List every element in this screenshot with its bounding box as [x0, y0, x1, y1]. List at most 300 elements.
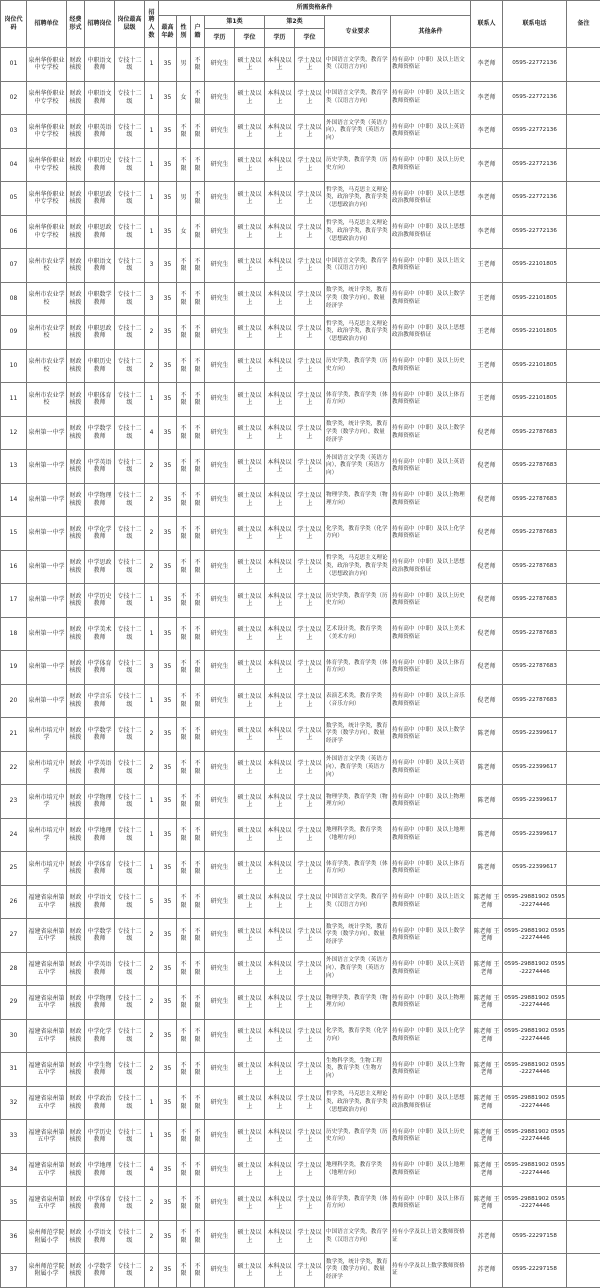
- cell-unit: 泉州第一中学: [27, 550, 67, 584]
- cell-phone: 0595-22399617: [503, 818, 567, 852]
- cell-cat1-degree: 硕士及以上: [235, 416, 265, 450]
- cell-other: 持有高中（中职）及以上化学教师资格证: [391, 1019, 471, 1053]
- cell-phone: 0595-22772136: [503, 81, 567, 115]
- cell-code: 18: [1, 617, 27, 651]
- cell-cat1-edu: 研究生: [205, 115, 235, 149]
- cell-major: 中国语言文学类，教育学类（汉语言方向）: [325, 81, 391, 115]
- cell-level: 专技十二级: [115, 1120, 145, 1154]
- cell-remark: [567, 952, 600, 986]
- cell-cat1-degree: 硕士及以上: [235, 952, 265, 986]
- cell-funding: 财政核拨: [67, 148, 85, 182]
- cell-funding: 财政核拨: [67, 316, 85, 350]
- cell-count: 1: [145, 48, 159, 82]
- cell-cat1-edu: 研究生: [205, 483, 235, 517]
- cell-count: 1: [145, 1120, 159, 1154]
- table-row: [1, 550, 600, 584]
- cell-contact: 李老师: [471, 215, 503, 249]
- cell-hukou: 不限: [191, 1187, 205, 1221]
- header-cat1-edu: 学历: [205, 29, 235, 48]
- header-hukou: 户籍: [191, 16, 205, 48]
- cell-age: 35: [159, 182, 177, 216]
- cell-funding: 财政核拨: [67, 383, 85, 417]
- cell-major: 数学类，统计学类，教育学类（数学方向），数量经济学: [325, 1254, 391, 1288]
- cell-age: 35: [159, 584, 177, 618]
- cell-hukou: 不限: [191, 349, 205, 383]
- cell-count: 2: [145, 952, 159, 986]
- cell-cat2-edu: 本科及以上: [265, 818, 295, 852]
- header-phone: 联系电话: [503, 1, 567, 48]
- table-row: [1, 115, 600, 149]
- cell-cat2-degree: 学士及以上: [295, 249, 325, 283]
- cell-funding: 财政核拨: [67, 1254, 85, 1288]
- cell-remark: [567, 718, 600, 752]
- cell-gender: 不限: [177, 1053, 191, 1087]
- cell-level: 专技十二级: [115, 349, 145, 383]
- cell-phone: 0595-22772136: [503, 48, 567, 82]
- cell-funding: 财政核拨: [67, 1053, 85, 1087]
- cell-funding: 财政核拨: [67, 885, 85, 919]
- cell-funding: 财政核拨: [67, 1187, 85, 1221]
- cell-hukou: 不限: [191, 483, 205, 517]
- table-row: [1, 718, 600, 752]
- cell-cat2-edu: 本科及以上: [265, 349, 295, 383]
- cell-contact: 陈老师 王老师: [471, 1120, 503, 1154]
- cell-cat2-edu: 本科及以上: [265, 952, 295, 986]
- header-funding: 经费形式: [67, 1, 85, 48]
- cell-hukou: 不限: [191, 148, 205, 182]
- cell-major: 历史学类，教育学类（历史方向）: [325, 148, 391, 182]
- cell-other: 持有高中（中职）及以上历史教师资格证: [391, 584, 471, 618]
- cell-age: 35: [159, 617, 177, 651]
- cell-remark: [567, 1153, 600, 1187]
- cell-gender: 不限: [177, 584, 191, 618]
- cell-cat1-degree: 硕士及以上: [235, 316, 265, 350]
- cell-remark: [567, 215, 600, 249]
- cell-code: 09: [1, 316, 27, 350]
- cell-count: 1: [145, 148, 159, 182]
- header-contact: 联系人: [471, 1, 503, 48]
- cell-major: 数学类，统计学类，教育学类（数学方向），数量经济学: [325, 919, 391, 953]
- cell-other: 持有高中（中职）及以上数学教师资格证: [391, 282, 471, 316]
- table-row: [1, 584, 600, 618]
- cell-contact: 陈老师 王老师: [471, 986, 503, 1020]
- cell-cat2-edu: 本科及以上: [265, 383, 295, 417]
- cell-cat1-degree: 硕士及以上: [235, 1120, 265, 1154]
- cell-other: 持有高中（中职）及以上数学教师资格证: [391, 416, 471, 450]
- cell-hukou: 不限: [191, 450, 205, 484]
- cell-major: 哲学类，马克思主义理论类，政治学类，教育学类（思想政治方向）: [325, 215, 391, 249]
- cell-position: 中学生物教师: [85, 1053, 115, 1087]
- cell-count: 1: [145, 617, 159, 651]
- cell-count: 1: [145, 383, 159, 417]
- cell-contact: 倪老师: [471, 550, 503, 584]
- cell-cat1-edu: 研究生: [205, 182, 235, 216]
- cell-level: 专技十二级: [115, 316, 145, 350]
- cell-cat2-degree: 学士及以上: [295, 1086, 325, 1120]
- cell-cat2-edu: 本科及以上: [265, 1187, 295, 1221]
- cell-count: 1: [145, 852, 159, 886]
- cell-remark: [567, 885, 600, 919]
- table-row: [1, 751, 600, 785]
- cell-phone: 0595-22101805: [503, 282, 567, 316]
- cell-count: 2: [145, 1254, 159, 1288]
- table-row: [1, 48, 600, 82]
- cell-major: 历史学类，教育学类（历史方向）: [325, 584, 391, 618]
- cell-position: 中职历史教师: [85, 349, 115, 383]
- cell-unit: 福建省泉州第五中学: [27, 1086, 67, 1120]
- cell-code: 33: [1, 1120, 27, 1154]
- cell-count: 2: [145, 483, 159, 517]
- cell-level: 专技十二级: [115, 517, 145, 551]
- cell-position: 中学音乐教师: [85, 684, 115, 718]
- cell-phone: 0595-22399617: [503, 718, 567, 752]
- cell-contact: 陈老师: [471, 818, 503, 852]
- cell-cat1-degree: 硕士及以上: [235, 282, 265, 316]
- cell-code: 03: [1, 115, 27, 149]
- cell-position: 中学地理教师: [85, 818, 115, 852]
- cell-count: 2: [145, 1220, 159, 1254]
- cell-cat1-degree: 硕士及以上: [235, 1187, 265, 1221]
- cell-contact: 李老师: [471, 182, 503, 216]
- cell-position: 中职思政教师: [85, 316, 115, 350]
- cell-unit: 泉州华侨职业中专学校: [27, 148, 67, 182]
- cell-cat2-degree: 学士及以上: [295, 550, 325, 584]
- cell-count: 2: [145, 517, 159, 551]
- cell-cat2-degree: 学士及以上: [295, 517, 325, 551]
- cell-unit: 泉州第一中学: [27, 651, 67, 685]
- cell-major: 中国语言文学类，教育学类（汉语言方向）: [325, 885, 391, 919]
- cell-major: 体育学类，教育学类（体育方向）: [325, 651, 391, 685]
- cell-age: 35: [159, 215, 177, 249]
- cell-cat1-edu: 研究生: [205, 249, 235, 283]
- cell-funding: 财政核拨: [67, 952, 85, 986]
- cell-remark: [567, 919, 600, 953]
- table-row: [1, 517, 600, 551]
- cell-phone: 0595-22787683: [503, 450, 567, 484]
- cell-gender: 不限: [177, 1254, 191, 1288]
- cell-position: 中职语文教师: [85, 81, 115, 115]
- cell-funding: 财政核拨: [67, 282, 85, 316]
- cell-code: 02: [1, 81, 27, 115]
- cell-code: 31: [1, 1053, 27, 1087]
- cell-gender: 不限: [177, 550, 191, 584]
- cell-unit: 福建省泉州第五中学: [27, 1120, 67, 1154]
- cell-hukou: 不限: [191, 1019, 205, 1053]
- cell-cat1-edu: 研究生: [205, 48, 235, 82]
- cell-count: 2: [145, 751, 159, 785]
- cell-cat1-edu: 研究生: [205, 1019, 235, 1053]
- cell-major: 物理学类，教育学类（物理方向）: [325, 785, 391, 819]
- cell-level: 专技十二级: [115, 215, 145, 249]
- cell-remark: [567, 1053, 600, 1087]
- cell-cat2-edu: 本科及以上: [265, 1220, 295, 1254]
- cell-funding: 财政核拨: [67, 584, 85, 618]
- cell-gender: 不限: [177, 282, 191, 316]
- cell-code: 23: [1, 785, 27, 819]
- cell-cat2-edu: 本科及以上: [265, 751, 295, 785]
- cell-cat1-degree: 硕士及以上: [235, 215, 265, 249]
- cell-gender: 男: [177, 182, 191, 216]
- cell-contact: 陈老师: [471, 718, 503, 752]
- table-row: [1, 852, 600, 886]
- cell-level: 专技十二级: [115, 584, 145, 618]
- cell-phone: 0595-22399617: [503, 785, 567, 819]
- cell-cat1-edu: 研究生: [205, 148, 235, 182]
- cell-level: 专技十二级: [115, 651, 145, 685]
- cell-age: 35: [159, 1019, 177, 1053]
- cell-contact: 王老师: [471, 282, 503, 316]
- cell-level: 专技十二级: [115, 718, 145, 752]
- cell-count: 1: [145, 215, 159, 249]
- cell-unit: 福建省泉州第五中学: [27, 885, 67, 919]
- cell-other: 持有高中（中职）及以上语文教师资格证: [391, 885, 471, 919]
- cell-remark: [567, 584, 600, 618]
- cell-major: 外国语言文学类（英语方向），教育学类（英语方向）: [325, 450, 391, 484]
- table-row: [1, 148, 600, 182]
- table-row: [1, 684, 600, 718]
- cell-remark: [567, 115, 600, 149]
- cell-hukou: 不限: [191, 1086, 205, 1120]
- cell-cat1-degree: 硕士及以上: [235, 450, 265, 484]
- cell-gender: 不限: [177, 751, 191, 785]
- cell-cat1-degree: 硕士及以上: [235, 818, 265, 852]
- cell-cat2-degree: 学士及以上: [295, 316, 325, 350]
- cell-hukou: 不限: [191, 684, 205, 718]
- cell-position: 中学历史教师: [85, 584, 115, 618]
- cell-hukou: 不限: [191, 249, 205, 283]
- cell-count: 1: [145, 684, 159, 718]
- cell-remark: [567, 48, 600, 82]
- cell-unit: 福建省泉州第五中学: [27, 1187, 67, 1221]
- cell-phone: 0595-29881902 0595-22274446: [503, 1187, 567, 1221]
- cell-cat1-edu: 研究生: [205, 1187, 235, 1221]
- cell-cat1-edu: 研究生: [205, 919, 235, 953]
- cell-unit: 泉州师范学院附属小学: [27, 1254, 67, 1288]
- cell-contact: 苏老师: [471, 1254, 503, 1288]
- cell-level: 专技十二级: [115, 852, 145, 886]
- cell-contact: 陈老师 王老师: [471, 919, 503, 953]
- cell-funding: 财政核拨: [67, 684, 85, 718]
- cell-level: 专技十二级: [115, 182, 145, 216]
- cell-age: 35: [159, 1120, 177, 1154]
- cell-major: 外国语言文学类（英语方向），教育学类（英语方向）: [325, 751, 391, 785]
- cell-phone: 0595-29881902 0595-22274446: [503, 885, 567, 919]
- cell-position: 小学语文教师: [85, 1220, 115, 1254]
- cell-code: 34: [1, 1153, 27, 1187]
- cell-remark: [567, 182, 600, 216]
- cell-major: 哲学类，马克思主义理论类，政治学类，教育学类（思想政治方向）: [325, 316, 391, 350]
- cell-major: 地理科学类，教育学类（地理方向）: [325, 818, 391, 852]
- cell-major: 哲学类，马克思主义理论类，政治学类，教育学类（思想政治方向）: [325, 1086, 391, 1120]
- cell-cat1-edu: 研究生: [205, 751, 235, 785]
- header-cat2-degree: 学位: [295, 29, 325, 48]
- cell-code: 05: [1, 182, 27, 216]
- cell-funding: 财政核拨: [67, 81, 85, 115]
- cell-age: 35: [159, 785, 177, 819]
- cell-cat1-edu: 研究生: [205, 349, 235, 383]
- cell-other: 持有高中（中职）及以上音乐教师资格证: [391, 684, 471, 718]
- cell-code: 25: [1, 852, 27, 886]
- cell-cat2-edu: 本科及以上: [265, 617, 295, 651]
- cell-remark: [567, 383, 600, 417]
- cell-funding: 财政核拨: [67, 919, 85, 953]
- cell-cat1-degree: 硕士及以上: [235, 1220, 265, 1254]
- cell-gender: 不限: [177, 651, 191, 685]
- cell-count: 4: [145, 416, 159, 450]
- cell-funding: 财政核拨: [67, 818, 85, 852]
- cell-level: 专技十二级: [115, 818, 145, 852]
- cell-funding: 财政核拨: [67, 215, 85, 249]
- cell-cat1-degree: 硕士及以上: [235, 48, 265, 82]
- cell-cat1-edu: 研究生: [205, 584, 235, 618]
- cell-cat1-degree: 硕士及以上: [235, 249, 265, 283]
- table-row: [1, 952, 600, 986]
- cell-cat1-edu: 研究生: [205, 550, 235, 584]
- cell-code: 29: [1, 986, 27, 1020]
- cell-phone: 0595-22787683: [503, 517, 567, 551]
- cell-cat2-edu: 本科及以上: [265, 517, 295, 551]
- cell-cat1-degree: 硕士及以上: [235, 483, 265, 517]
- cell-remark: [567, 282, 600, 316]
- cell-code: 21: [1, 718, 27, 752]
- cell-level: 专技十二级: [115, 81, 145, 115]
- cell-other: 持有高中（中职）及以上英语教师资格证: [391, 115, 471, 149]
- cell-gender: 不限: [177, 919, 191, 953]
- cell-cat1-degree: 硕士及以上: [235, 651, 265, 685]
- cell-unit: 泉州华侨职业中专学校: [27, 182, 67, 216]
- cell-position: 中学思政教师: [85, 550, 115, 584]
- cell-count: 1: [145, 182, 159, 216]
- cell-phone: 0595-22297158: [503, 1220, 567, 1254]
- cell-age: 35: [159, 483, 177, 517]
- cell-position: 中学物理教师: [85, 986, 115, 1020]
- cell-other: 持有高中（中职）及以上语文教师资格证: [391, 81, 471, 115]
- cell-level: 专技十二级: [115, 1187, 145, 1221]
- cell-remark: [567, 986, 600, 1020]
- cell-count: 3: [145, 651, 159, 685]
- cell-cat1-edu: 研究生: [205, 986, 235, 1020]
- cell-level: 专技十二级: [115, 1153, 145, 1187]
- cell-phone: 0595-22101805: [503, 316, 567, 350]
- cell-age: 35: [159, 282, 177, 316]
- cell-position: 中学语文教师: [85, 885, 115, 919]
- cell-unit: 福建省泉州第五中学: [27, 919, 67, 953]
- header-cat2-edu: 学历: [265, 29, 295, 48]
- cell-funding: 财政核拨: [67, 1086, 85, 1120]
- cell-funding: 财政核拨: [67, 517, 85, 551]
- cell-other: 持有高中（中职）及以上语文教师资格证: [391, 48, 471, 82]
- cell-funding: 财政核拨: [67, 751, 85, 785]
- cell-code: 30: [1, 1019, 27, 1053]
- cell-other: 持有高中（中职）及以上化学教师资格证: [391, 517, 471, 551]
- cell-other: 持有高中（中职）及以上思想政治教师资格证: [391, 550, 471, 584]
- cell-level: 专技十二级: [115, 1019, 145, 1053]
- cell-other: 持有高中（中职）及以上思想政治教师资格证: [391, 182, 471, 216]
- cell-hukou: 不限: [191, 1220, 205, 1254]
- cell-count: 2: [145, 986, 159, 1020]
- cell-contact: 倪老师: [471, 517, 503, 551]
- cell-cat1-degree: 硕士及以上: [235, 584, 265, 618]
- cell-gender: 不限: [177, 148, 191, 182]
- cell-contact: 陈老师: [471, 751, 503, 785]
- cell-cat1-edu: 研究生: [205, 316, 235, 350]
- cell-remark: [567, 517, 600, 551]
- cell-cat2-degree: 学士及以上: [295, 215, 325, 249]
- cell-level: 专技十二级: [115, 1053, 145, 1087]
- cell-age: 35: [159, 852, 177, 886]
- cell-phone: 0595-29881902 0595-22274446: [503, 952, 567, 986]
- cell-contact: 李老师: [471, 81, 503, 115]
- cell-cat1-degree: 硕士及以上: [235, 785, 265, 819]
- cell-phone: 0595-22772136: [503, 215, 567, 249]
- cell-gender: 不限: [177, 249, 191, 283]
- cell-age: 35: [159, 1187, 177, 1221]
- cell-level: 专技十二级: [115, 48, 145, 82]
- cell-position: 中职英语教师: [85, 115, 115, 149]
- cell-phone: 0595-22399617: [503, 751, 567, 785]
- table-row: [1, 818, 600, 852]
- cell-cat1-degree: 硕士及以上: [235, 684, 265, 718]
- cell-count: 4: [145, 1153, 159, 1187]
- cell-age: 35: [159, 148, 177, 182]
- cell-age: 35: [159, 1220, 177, 1254]
- cell-gender: 不限: [177, 617, 191, 651]
- cell-cat1-edu: 研究生: [205, 416, 235, 450]
- cell-contact: 陈老师 王老师: [471, 1053, 503, 1087]
- cell-hukou: 不限: [191, 919, 205, 953]
- cell-cat1-degree: 硕士及以上: [235, 885, 265, 919]
- cell-contact: 倪老师: [471, 617, 503, 651]
- cell-unit: 福建省泉州第五中学: [27, 986, 67, 1020]
- cell-cat2-degree: 学士及以上: [295, 818, 325, 852]
- cell-cat2-degree: 学士及以上: [295, 1120, 325, 1154]
- cell-level: 专技十二级: [115, 550, 145, 584]
- cell-cat2-degree: 学士及以上: [295, 182, 325, 216]
- table-row: [1, 483, 600, 517]
- cell-remark: [567, 852, 600, 886]
- cell-hukou: 不限: [191, 115, 205, 149]
- cell-count: 5: [145, 885, 159, 919]
- cell-cat2-edu: 本科及以上: [265, 986, 295, 1020]
- cell-contact: 陈老师 王老师: [471, 1187, 503, 1221]
- cell-cat2-edu: 本科及以上: [265, 483, 295, 517]
- cell-unit: 泉州师范学院附属小学: [27, 1220, 67, 1254]
- table-body: [1, 48, 600, 1288]
- cell-cat1-edu: 研究生: [205, 818, 235, 852]
- cell-unit: 泉州市农业学校: [27, 282, 67, 316]
- cell-funding: 财政核拨: [67, 249, 85, 283]
- cell-contact: 倪老师: [471, 684, 503, 718]
- cell-code: 16: [1, 550, 27, 584]
- cell-age: 35: [159, 1086, 177, 1120]
- cell-cat1-edu: 研究生: [205, 885, 235, 919]
- cell-cat2-edu: 本科及以上: [265, 48, 295, 82]
- cell-position: 中职思政教师: [85, 215, 115, 249]
- cell-level: 专技十二级: [115, 986, 145, 1020]
- cell-phone: 0595-22101805: [503, 349, 567, 383]
- cell-remark: [567, 1220, 600, 1254]
- cell-cat2-degree: 学士及以上: [295, 919, 325, 953]
- cell-level: 专技十二级: [115, 885, 145, 919]
- cell-cat2-edu: 本科及以上: [265, 852, 295, 886]
- cell-age: 35: [159, 1053, 177, 1087]
- cell-major: 物理学类，教育学类（物理方向）: [325, 483, 391, 517]
- cell-unit: 福建省泉州第五中学: [27, 952, 67, 986]
- cell-level: 专技十二级: [115, 751, 145, 785]
- cell-code: 13: [1, 450, 27, 484]
- cell-cat1-degree: 硕士及以上: [235, 550, 265, 584]
- cell-cat1-degree: 硕士及以上: [235, 1153, 265, 1187]
